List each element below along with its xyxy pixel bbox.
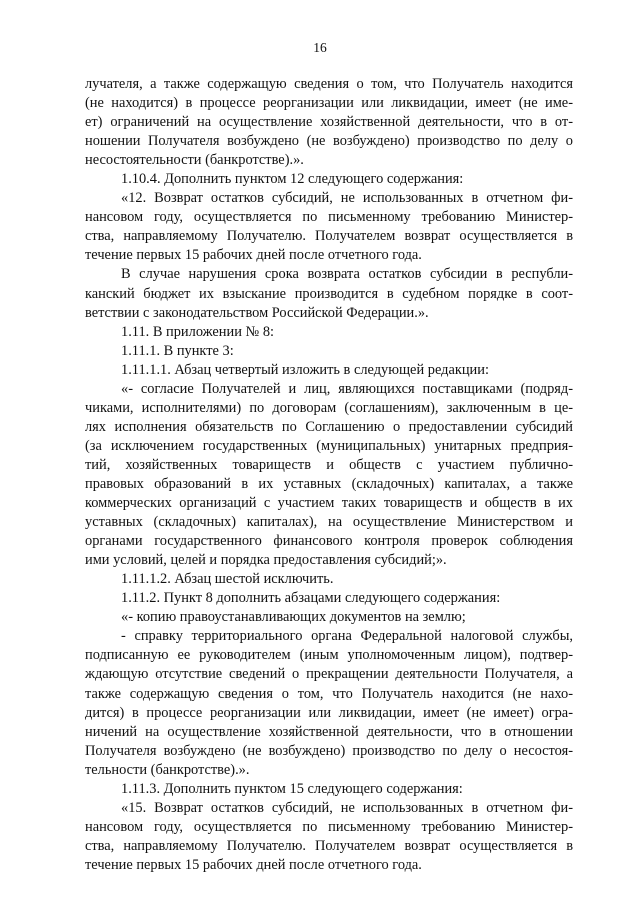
text-line: ветствии с законодательством Российской Федерации.». bbox=[85, 304, 429, 321]
text-line: (за исключением государственных (муниципальных) унитарных предприя- bbox=[85, 437, 573, 454]
text-line: канский бюджет их взыскание производится в судебном порядке в соот- bbox=[85, 285, 573, 302]
text-line: «15. Возврат остатков субсидий, не использованных в отчетном фи- bbox=[121, 799, 573, 816]
text-line: 1.10.4. Дополнить пунктом 12 следующего содержания: bbox=[121, 171, 464, 188]
text-line: ждающую отсутствие сведений о прекращении деятельности Получателя, а bbox=[85, 666, 573, 683]
text-line: тий, хозяйственных товариществ и обществ с участием публично- bbox=[85, 456, 573, 473]
text-line: чиками, исполнителями) по договорам (соглашениям), заключенным в це- bbox=[85, 399, 573, 416]
page-number: 16 bbox=[313, 40, 327, 55]
text-line: 1.11.1.2. Абзац шестой исключить. bbox=[121, 571, 334, 588]
text-line: В случае нарушения срока возврата остатков субсидии в республи- bbox=[121, 266, 573, 283]
text-line: течение первых 15 рабочих дней после отчетного года. bbox=[85, 247, 422, 264]
text-line: ношении Получателя возбуждено (не возбуждено) производство по делу о bbox=[85, 133, 573, 150]
text-line: коммерческих организаций с участием таких товариществ и обществ в их bbox=[85, 495, 573, 512]
text-line: ничений на осуществление хозяйственной деятельности, что в отношении bbox=[85, 723, 573, 740]
text-line: нансовом году, осуществляется по письменному требованию Министер- bbox=[85, 818, 573, 835]
text-line: «12. Возврат остатков субсидий, не использованных в отчетном фи- bbox=[121, 190, 573, 207]
text-line: лучателя, а также содержащую сведения о том, что Получатель находится bbox=[85, 76, 573, 92]
text-line: «- согласие Получателей и лиц, являющихся поставщиками (подряд- bbox=[121, 380, 573, 397]
text-line: 1.11. В приложении № 8: bbox=[121, 323, 275, 340]
text-line: ства, направляемому Получателю. Получателем возврат осуществляется в bbox=[85, 837, 573, 854]
text-line: 1.11.3. Дополнить пунктом 15 следующего содержания: bbox=[121, 780, 463, 797]
text-line: дится) в процессе реорганизации или ликвидации, имеет (не имеет) огра- bbox=[85, 704, 573, 721]
text-line: нансовом году, осуществляется по письменному требованию Министер- bbox=[85, 209, 573, 226]
text-line: органами государственного финансового контроля проверок соблюдения bbox=[85, 533, 573, 550]
text-line: несостоятельности (банкротстве).». bbox=[85, 152, 304, 169]
text-line: (не находится) в процессе реорганизации или ликвидации, имеет (не име- bbox=[85, 95, 573, 112]
text-line: «- копию правоустанавливающих документов на землю; bbox=[121, 609, 466, 626]
document-body bbox=[85, 75, 573, 875]
text-line: правовых образований в их уставных (складочных) капиталах, а также bbox=[85, 475, 573, 492]
text-line: ства, направляемому Получателю. Получателем возврат осуществляется в bbox=[85, 228, 573, 245]
text-line: подписанную ее руководителем (иным уполномоченным лицом), подтвер- bbox=[85, 647, 573, 664]
text-line: - справку территориального органа Федеральной налоговой службы, bbox=[121, 628, 573, 645]
text-line: ими условий, целей и порядка предоставления субсидий;». bbox=[85, 552, 447, 569]
text-line: лях исполнения обязательств по Соглашению о предоставлении субсидий bbox=[85, 418, 573, 435]
text-line: 1.11.1.1. Абзац четвертый изложить в следующей редакции: bbox=[121, 361, 489, 378]
text-line: течение первых 15 рабочих дней после отчетного года. bbox=[85, 856, 422, 873]
text-line: тельности (банкротстве).». bbox=[85, 761, 250, 778]
text-line: также содержащую сведения о том, что Получатель находится (не нахо- bbox=[85, 685, 573, 702]
text-line: 1.11.1. В пункте 3: bbox=[121, 342, 234, 359]
text-line: Получателя возбуждено (не возбуждено) производство по делу о несостоя- bbox=[85, 742, 573, 759]
text-line: уставных (складочных) капиталах), на осуществление Министерством и bbox=[85, 514, 573, 531]
text-line: 1.11.2. Пункт 8 дополнить абзацами следующего содержания: bbox=[121, 590, 501, 607]
text-line: ет) ограничений на осуществление хозяйственной деятельности, что в от- bbox=[85, 114, 573, 131]
